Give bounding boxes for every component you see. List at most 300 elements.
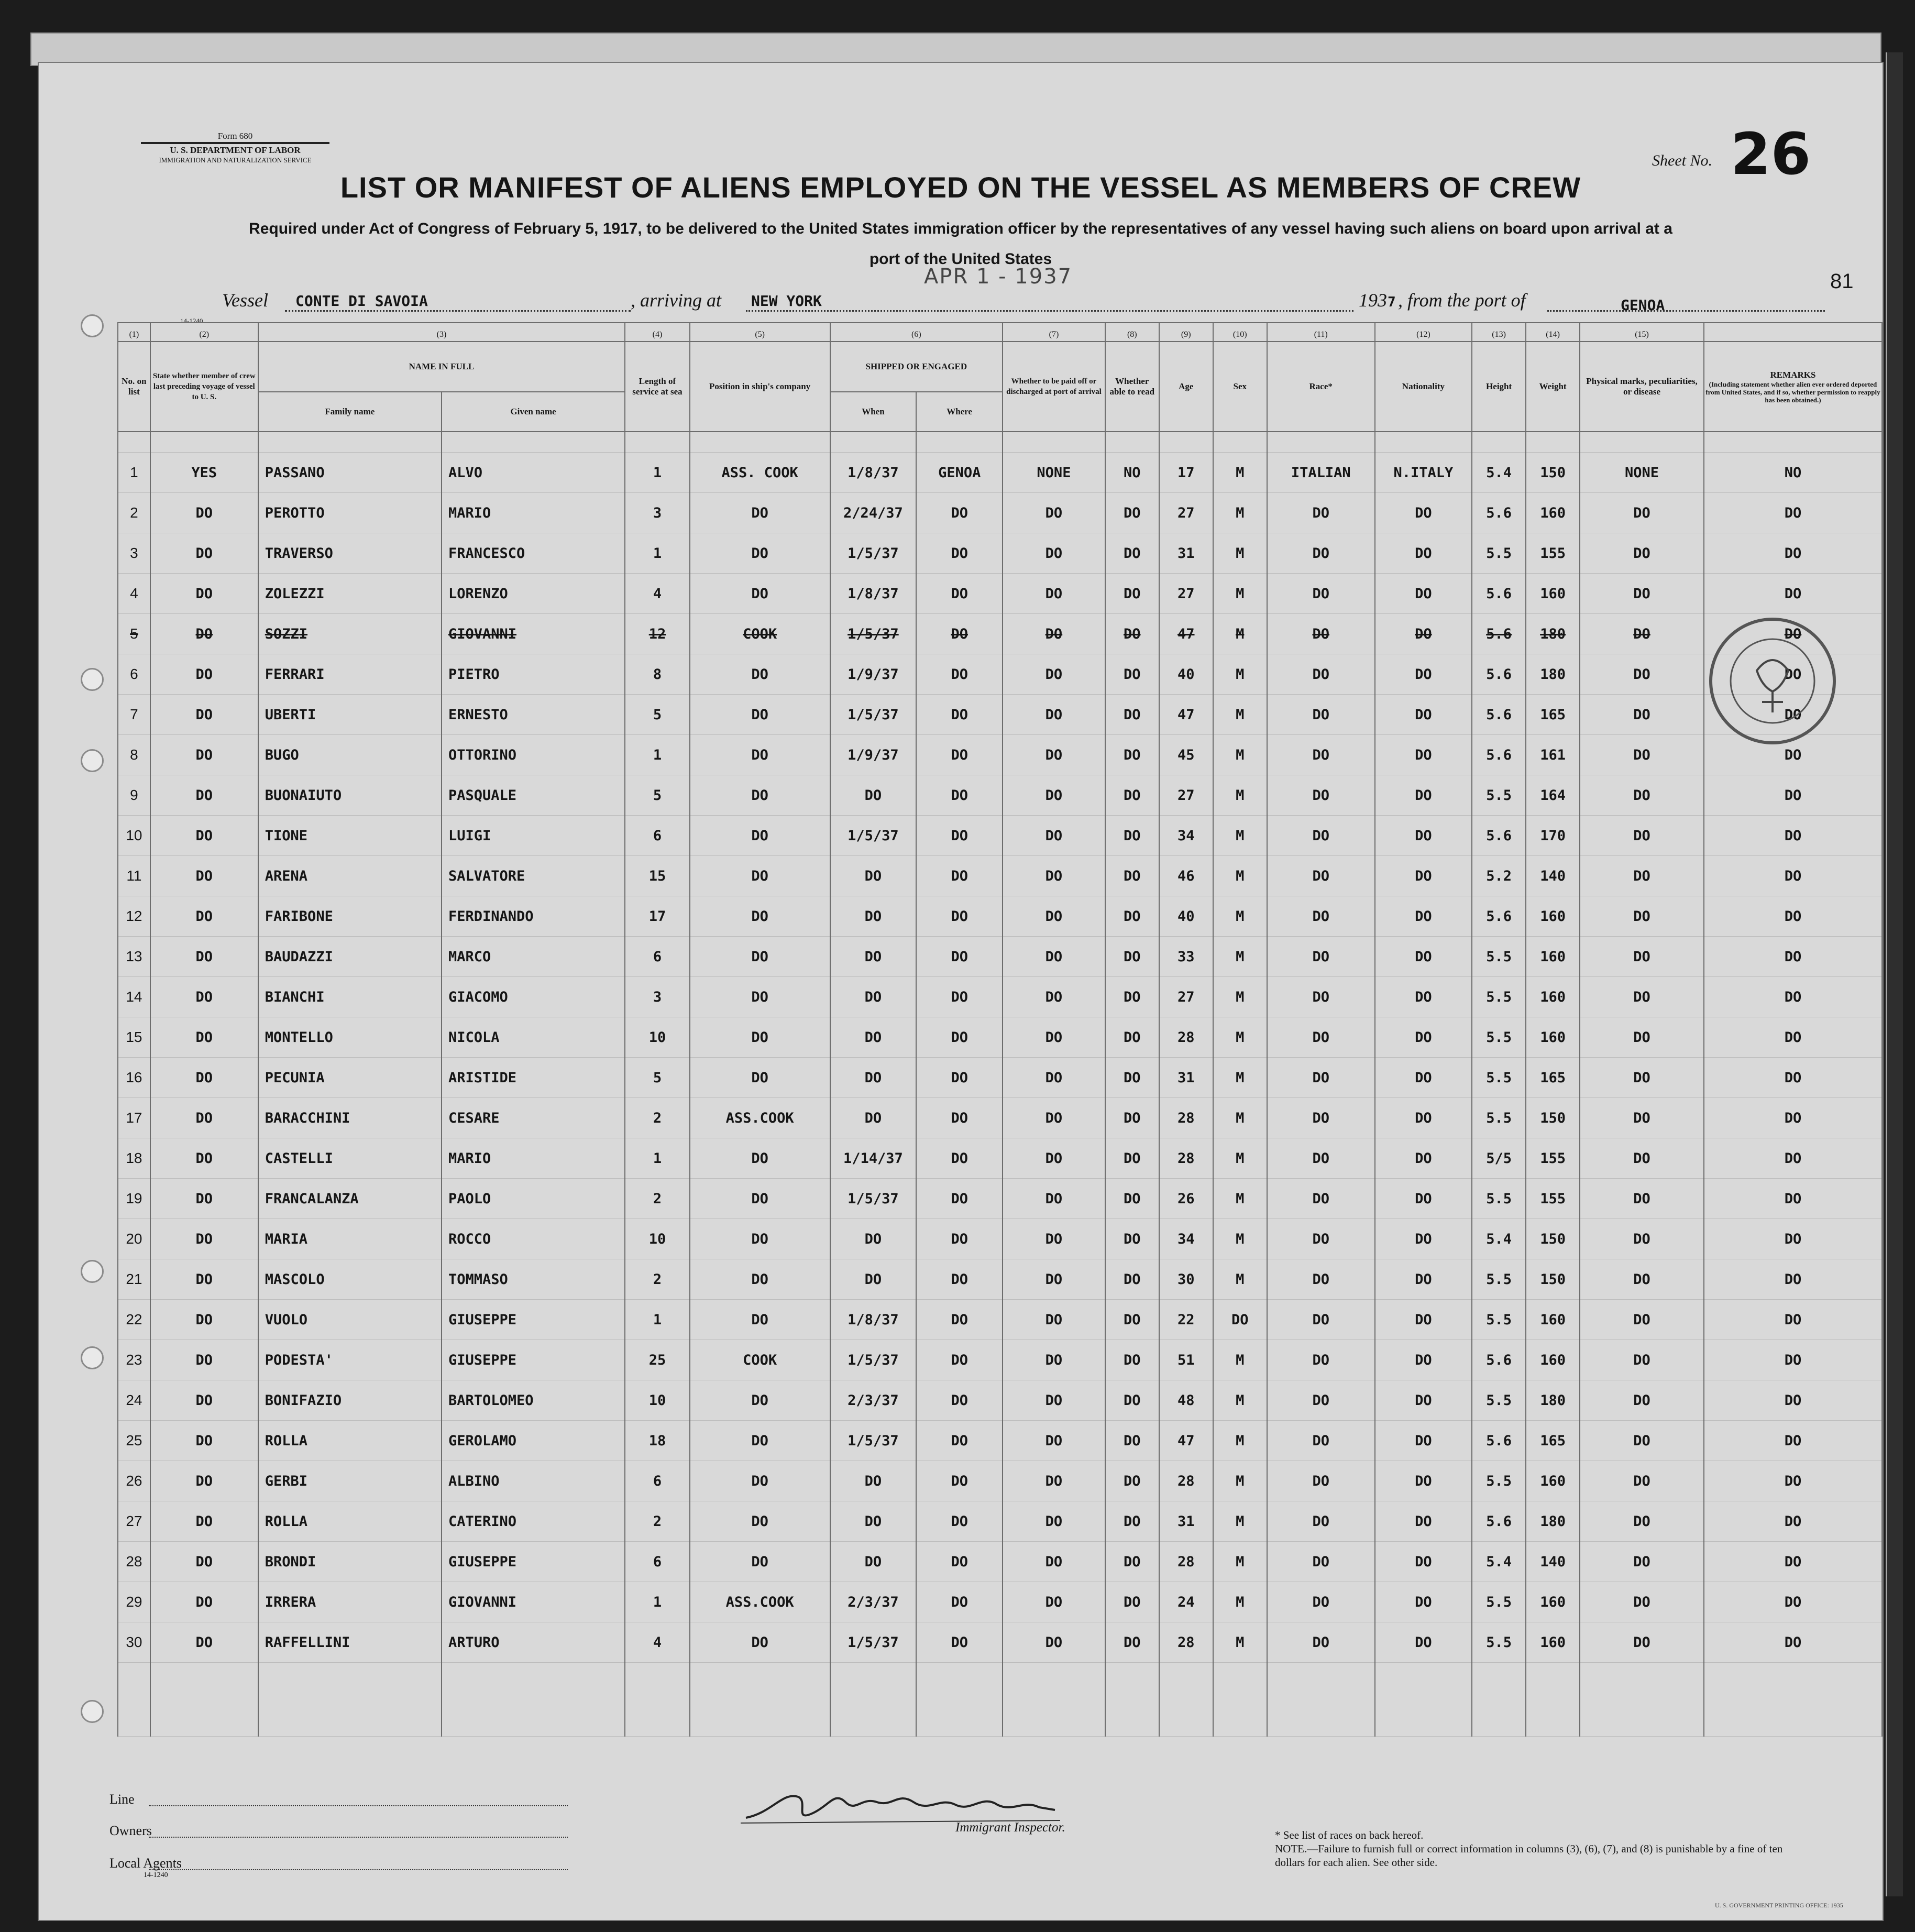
weight-cell: 160	[1526, 1582, 1580, 1622]
nationality-cell: DO	[1375, 533, 1472, 574]
weight-cell: 161	[1526, 735, 1580, 775]
col-num: (3)	[258, 323, 625, 342]
race-cell: DO	[1267, 1058, 1375, 1098]
weight-cell: 140	[1526, 856, 1580, 896]
previous-voyage-cell: DO	[150, 1058, 258, 1098]
table-row	[118, 1098, 1882, 1138]
engaged-where-cell: DO	[916, 1017, 1003, 1058]
line-number: 12	[118, 896, 150, 937]
spacer-cell	[1704, 432, 1882, 453]
family-name-cell: TRAVERSO	[258, 533, 442, 574]
service-length-cell: 4	[625, 574, 690, 614]
service-length-cell: 6	[625, 937, 690, 977]
engaged-when-cell: DO	[830, 1017, 917, 1058]
remarks-cell: DO	[1704, 1380, 1882, 1421]
race-note: * See list of races on back hereof.	[1275, 1829, 1424, 1841]
table-row	[118, 654, 1882, 695]
service-length-cell: 6	[625, 1542, 690, 1582]
family-name-cell: BARACCHINI	[258, 1098, 442, 1138]
line-number: 6	[118, 654, 150, 695]
service-length-cell: 5	[625, 695, 690, 735]
height-cell: 5.5	[1472, 1179, 1526, 1219]
previous-voyage-cell: DO	[150, 1219, 258, 1259]
previous-voyage-cell: DO	[150, 1582, 258, 1622]
age-cell: 45	[1159, 735, 1213, 775]
sex-cell: M	[1213, 1421, 1267, 1461]
table-row	[118, 695, 1882, 735]
from-port-underline	[1547, 310, 1825, 312]
nationality-cell: N.ITALY	[1375, 453, 1472, 493]
paid-off-cell: DO	[1003, 1622, 1105, 1663]
age-cell: 28	[1159, 1138, 1213, 1179]
age-cell: 28	[1159, 1622, 1213, 1663]
physical-marks-cell: DO	[1580, 533, 1704, 574]
line-number: 11	[118, 856, 150, 896]
engaged-when-cell: DO	[830, 1461, 917, 1501]
engaged-where-cell: DO	[916, 614, 1003, 654]
paid-off-cell: DO	[1003, 775, 1105, 816]
filler-cell	[1472, 1663, 1526, 1737]
table-row	[118, 1501, 1882, 1542]
sex-cell: M	[1213, 1542, 1267, 1582]
age-cell: 31	[1159, 1058, 1213, 1098]
paper-edge-top	[30, 32, 1881, 66]
previous-voyage-cell: DO	[150, 614, 258, 654]
service-length-cell: 3	[625, 493, 690, 533]
col-num: (9)	[1159, 323, 1213, 342]
given-name-cell: ALBINO	[442, 1461, 625, 1501]
race-cell: DO	[1267, 493, 1375, 533]
family-name-cell: MONTELLO	[258, 1017, 442, 1058]
weight-cell: 150	[1526, 1219, 1580, 1259]
physical-marks-cell: DO	[1580, 1179, 1704, 1219]
position-cell: COOK	[690, 1340, 830, 1380]
engaged-when-cell: 1/5/37	[830, 1421, 917, 1461]
line-number: 23	[118, 1340, 150, 1380]
engaged-when-cell: DO	[830, 1098, 917, 1138]
paid-off-cell: DO	[1003, 1259, 1105, 1300]
service-length-cell: 6	[625, 816, 690, 856]
engaged-when-cell: 1/5/37	[830, 1179, 917, 1219]
age-cell: 47	[1159, 614, 1213, 654]
header-name-in-full: NAME IN FULL	[258, 342, 625, 392]
engaged-where-cell: DO	[916, 1300, 1003, 1340]
line-underline	[149, 1805, 568, 1806]
height-cell: 5.2	[1472, 856, 1526, 896]
service-length-cell: 2	[625, 1098, 690, 1138]
nationality-cell: DO	[1375, 1259, 1472, 1300]
col-num: (1)	[118, 323, 150, 342]
given-name-cell: NICOLA	[442, 1017, 625, 1058]
engaged-where-cell: DO	[916, 977, 1003, 1017]
able-to-read-cell: DO	[1105, 574, 1159, 614]
arriving-label: , arriving at	[631, 290, 722, 311]
table-row	[118, 1017, 1882, 1058]
family-name-cell: ZOLEZZI	[258, 574, 442, 614]
weight-cell: 180	[1526, 1501, 1580, 1542]
nationality-cell: DO	[1375, 654, 1472, 695]
able-to-read-cell: DO	[1105, 533, 1159, 574]
spacer-cell	[1526, 432, 1580, 453]
filler-cell	[1267, 1663, 1375, 1737]
weight-cell: 160	[1526, 1017, 1580, 1058]
table-row	[118, 977, 1882, 1017]
race-cell: DO	[1267, 896, 1375, 937]
given-name-cell: FERDINANDO	[442, 896, 625, 937]
race-cell: DO	[1267, 614, 1375, 654]
corner-number: 81	[1830, 270, 1854, 293]
position-cell: DO	[690, 1017, 830, 1058]
position-cell: DO	[690, 1421, 830, 1461]
owners-label: Owners	[109, 1823, 152, 1838]
engaged-where-cell: GENOA	[916, 453, 1003, 493]
height-cell: 5.5	[1472, 1058, 1526, 1098]
line-number: 16	[118, 1058, 150, 1098]
col-num: (14)	[1526, 323, 1580, 342]
able-to-read-cell: DO	[1105, 775, 1159, 816]
port-underline	[746, 310, 1353, 312]
paid-off-cell: DO	[1003, 493, 1105, 533]
position-cell: DO	[690, 1138, 830, 1179]
table-row	[118, 533, 1882, 574]
paid-off-cell: DO	[1003, 896, 1105, 937]
engaged-where-cell: DO	[916, 1380, 1003, 1421]
able-to-read-cell: DO	[1105, 816, 1159, 856]
race-cell: DO	[1267, 775, 1375, 816]
height-cell: 5.6	[1472, 1501, 1526, 1542]
age-cell: 28	[1159, 1461, 1213, 1501]
position-cell: DO	[690, 654, 830, 695]
line-number: 8	[118, 735, 150, 775]
paid-off-cell: NONE	[1003, 453, 1105, 493]
previous-voyage-cell: DO	[150, 1421, 258, 1461]
engaged-where-cell: DO	[916, 1219, 1003, 1259]
nationality-cell: DO	[1375, 856, 1472, 896]
race-cell: DO	[1267, 1421, 1375, 1461]
header-length-of-service: Length of service at sea	[625, 342, 690, 432]
engaged-where-cell: DO	[916, 493, 1003, 533]
sex-cell: M	[1213, 1098, 1267, 1138]
weight-cell: 160	[1526, 574, 1580, 614]
able-to-read-cell: DO	[1105, 1138, 1159, 1179]
service-length-cell: 2	[625, 1501, 690, 1542]
age-cell: 34	[1159, 1219, 1213, 1259]
weight-cell: 165	[1526, 1421, 1580, 1461]
height-cell: 5.6	[1472, 493, 1526, 533]
given-name-cell: GEROLAMO	[442, 1421, 625, 1461]
previous-voyage-cell: DO	[150, 1017, 258, 1058]
paid-off-cell: DO	[1003, 574, 1105, 614]
able-to-read-cell: DO	[1105, 1058, 1159, 1098]
age-cell: 33	[1159, 937, 1213, 977]
service-length-cell: 4	[625, 1622, 690, 1663]
filler-cell	[830, 1663, 917, 1737]
engaged-where-cell: DO	[916, 1582, 1003, 1622]
race-cell: DO	[1267, 1138, 1375, 1179]
engaged-when-cell: 1/5/37	[830, 695, 917, 735]
race-cell: DO	[1267, 1622, 1375, 1663]
filler-cell	[1105, 1663, 1159, 1737]
age-cell: 40	[1159, 896, 1213, 937]
engaged-when-cell: 1/5/37	[830, 1340, 917, 1380]
spacer-cell	[916, 432, 1003, 453]
given-name-cell: MARIO	[442, 1138, 625, 1179]
engaged-when-cell: 2/24/37	[830, 493, 917, 533]
engaged-where-cell: DO	[916, 533, 1003, 574]
position-cell: COOK	[690, 614, 830, 654]
filler-cell	[150, 1663, 258, 1737]
col-num: (15)	[1580, 323, 1704, 342]
header-where: Where	[916, 392, 1003, 432]
physical-marks-cell: DO	[1580, 1461, 1704, 1501]
family-name-cell: BUONAIUTO	[258, 775, 442, 816]
physical-marks-cell: DO	[1580, 1340, 1704, 1380]
remarks-title: REMARKS	[1770, 369, 1816, 380]
nationality-cell: DO	[1375, 1582, 1472, 1622]
age-cell: 28	[1159, 1098, 1213, 1138]
sex-cell: M	[1213, 775, 1267, 816]
sex-cell: M	[1213, 1179, 1267, 1219]
weight-cell: 150	[1526, 453, 1580, 493]
engaged-where-cell: DO	[916, 816, 1003, 856]
physical-marks-cell: DO	[1580, 856, 1704, 896]
header-previous-voyage: State whether member of crew last preceding voyage of vessel to U. S.	[150, 342, 258, 432]
family-name-cell: ROLLA	[258, 1501, 442, 1542]
paid-off-cell: DO	[1003, 1300, 1105, 1340]
able-to-read-cell: DO	[1105, 1219, 1159, 1259]
race-cell: DO	[1267, 1219, 1375, 1259]
arrival-port: NEW YORK	[751, 292, 822, 310]
given-name-cell: BARTOLOMEO	[442, 1380, 625, 1421]
physical-marks-cell: DO	[1580, 1219, 1704, 1259]
service-length-cell: 5	[625, 775, 690, 816]
family-name-cell: FRANCALANZA	[258, 1179, 442, 1219]
service-length-cell: 17	[625, 896, 690, 937]
engaged-where-cell: DO	[916, 1622, 1003, 1663]
height-cell: 5.5	[1472, 1582, 1526, 1622]
col-num: (10)	[1213, 323, 1267, 342]
fine-note	[1275, 1842, 1799, 1869]
sex-cell: M	[1213, 1219, 1267, 1259]
binder-hole-icon	[81, 668, 104, 691]
height-cell: 5.5	[1472, 533, 1526, 574]
remarks-cell: DO	[1704, 533, 1882, 574]
race-cell: DO	[1267, 654, 1375, 695]
paid-off-cell: DO	[1003, 1017, 1105, 1058]
position-cell: DO	[690, 1058, 830, 1098]
manifest-footer	[39, 1771, 1883, 1917]
given-name-cell: ROCCO	[442, 1219, 625, 1259]
weight-cell: 155	[1526, 1138, 1580, 1179]
given-name-cell: LUIGI	[442, 816, 625, 856]
previous-voyage-cell: DO	[150, 1179, 258, 1219]
line-number: 18	[118, 1138, 150, 1179]
height-cell: 5.6	[1472, 695, 1526, 735]
sex-cell: M	[1213, 1582, 1267, 1622]
line-number: 28	[118, 1542, 150, 1582]
race-cell: DO	[1267, 856, 1375, 896]
family-name-cell: BRONDI	[258, 1542, 442, 1582]
age-cell: 47	[1159, 695, 1213, 735]
position-cell: DO	[690, 816, 830, 856]
able-to-read-cell: DO	[1105, 1098, 1159, 1138]
nationality-cell: DO	[1375, 775, 1472, 816]
table-filler-row	[118, 1663, 1882, 1737]
nationality-cell: DO	[1375, 1421, 1472, 1461]
service-length-cell: 3	[625, 977, 690, 1017]
engaged-when-cell: 2/3/37	[830, 1582, 917, 1622]
remarks-cell: DO	[1704, 1622, 1882, 1663]
header-no-on-list: No. on list	[118, 342, 150, 432]
height-cell: 5.6	[1472, 654, 1526, 695]
header-position: Position in ship's company	[690, 342, 830, 432]
header-age: Age	[1159, 342, 1213, 432]
local-agents-underline	[149, 1869, 568, 1870]
position-cell: DO	[690, 1622, 830, 1663]
race-cell: DO	[1267, 937, 1375, 977]
remarks-cell: DO	[1704, 1582, 1882, 1622]
physical-marks-cell: DO	[1580, 1259, 1704, 1300]
header-row	[118, 342, 1882, 392]
col-num: (7)	[1003, 323, 1105, 342]
engaged-where-cell: DO	[916, 1179, 1003, 1219]
height-cell: 5.5	[1472, 1098, 1526, 1138]
physical-marks-cell: DO	[1580, 977, 1704, 1017]
filler-cell	[118, 1663, 150, 1737]
previous-voyage-cell: DO	[150, 856, 258, 896]
paid-off-cell: DO	[1003, 1340, 1105, 1380]
form-number: Form 680	[217, 131, 253, 141]
nationality-cell: DO	[1375, 1300, 1472, 1340]
age-cell: 28	[1159, 1017, 1213, 1058]
nationality-cell: DO	[1375, 695, 1472, 735]
engaged-where-cell: DO	[916, 735, 1003, 775]
table-row	[118, 1582, 1882, 1622]
service-length-cell: 6	[625, 1461, 690, 1501]
able-to-read-cell: DO	[1105, 1259, 1159, 1300]
position-cell: DO	[690, 735, 830, 775]
family-name-cell: BONIFAZIO	[258, 1380, 442, 1421]
family-name-cell: RAFFELLINI	[258, 1622, 442, 1663]
filler-cell	[1375, 1663, 1472, 1737]
table-row	[118, 574, 1882, 614]
height-cell: 5.5	[1472, 1300, 1526, 1340]
able-to-read-cell: DO	[1105, 1380, 1159, 1421]
filler-cell	[442, 1663, 625, 1737]
remarks-cell: DO	[1704, 695, 1882, 735]
engaged-where-cell: DO	[916, 1501, 1003, 1542]
family-name-cell: PASSANO	[258, 453, 442, 493]
filler-cell	[1704, 1663, 1882, 1737]
service-length-cell: 2	[625, 1259, 690, 1300]
line-number: 26	[118, 1461, 150, 1501]
remarks-cell: DO	[1704, 614, 1882, 654]
sex-cell: M	[1213, 654, 1267, 695]
service-length-cell: 1	[625, 735, 690, 775]
printer-imprint: U. S. GOVERNMENT PRINTING OFFICE: 1935	[1715, 1902, 1843, 1909]
sex-cell: DO	[1213, 1300, 1267, 1340]
position-cell: DO	[690, 533, 830, 574]
height-cell: 5.5	[1472, 1622, 1526, 1663]
nationality-cell: DO	[1375, 1340, 1472, 1380]
previous-voyage-cell: DO	[150, 896, 258, 937]
physical-marks-cell: DO	[1580, 1542, 1704, 1582]
position-cell: DO	[690, 574, 830, 614]
remarks-cell: NO	[1704, 453, 1882, 493]
engaged-where-cell: DO	[916, 1340, 1003, 1380]
given-name-cell: ARTURO	[442, 1622, 625, 1663]
engaged-when-cell: 1/8/37	[830, 453, 917, 493]
form-code: 14-1240	[180, 317, 203, 325]
filler-cell	[1159, 1663, 1213, 1737]
engaged-when-cell: 1/5/37	[830, 816, 917, 856]
height-cell: 5.5	[1472, 1461, 1526, 1501]
table-row	[118, 1622, 1882, 1663]
height-cell: 5.5	[1472, 1259, 1526, 1300]
service-length-cell: 1	[625, 533, 690, 574]
weight-cell: 180	[1526, 614, 1580, 654]
filler-cell	[1003, 1663, 1105, 1737]
position-cell: ASS. COOK	[690, 453, 830, 493]
physical-marks-cell: DO	[1580, 654, 1704, 695]
position-cell: DO	[690, 1380, 830, 1421]
remarks-cell: DO	[1704, 735, 1882, 775]
height-cell: 5.4	[1472, 453, 1526, 493]
filler-cell	[1213, 1663, 1267, 1737]
physical-marks-cell: DO	[1580, 1501, 1704, 1542]
remarks-cell: DO	[1704, 493, 1882, 533]
position-cell: DO	[690, 856, 830, 896]
paid-off-cell: DO	[1003, 856, 1105, 896]
header-able-to-read: Whether able to read	[1105, 342, 1159, 432]
family-name-cell: SOZZI	[258, 614, 442, 654]
header-shipped-or-engaged: SHIPPED OR ENGAGED	[830, 342, 1003, 392]
line-number: 17	[118, 1098, 150, 1138]
sex-cell: M	[1213, 1259, 1267, 1300]
position-cell: DO	[690, 937, 830, 977]
spacer-cell	[442, 432, 625, 453]
height-cell: 5.4	[1472, 1542, 1526, 1582]
physical-marks-cell: DO	[1580, 1421, 1704, 1461]
height-cell: 5.5	[1472, 977, 1526, 1017]
race-cell: DO	[1267, 1017, 1375, 1058]
table-row	[118, 896, 1882, 937]
family-name-cell: IRRERA	[258, 1582, 442, 1622]
departure-port: GENOA	[1621, 297, 1665, 314]
table-row	[118, 493, 1882, 533]
paid-off-cell: DO	[1003, 1098, 1105, 1138]
engaged-when-cell: 1/9/37	[830, 654, 917, 695]
weight-cell: 170	[1526, 816, 1580, 856]
height-cell: 5.5	[1472, 775, 1526, 816]
engaged-when-cell: 1/5/37	[830, 614, 917, 654]
physical-marks-cell: DO	[1580, 1017, 1704, 1058]
position-cell: DO	[690, 1179, 830, 1219]
able-to-read-cell: DO	[1105, 1461, 1159, 1501]
age-cell: 31	[1159, 1501, 1213, 1542]
manifest-sheet	[38, 62, 1884, 1921]
age-cell: 27	[1159, 775, 1213, 816]
able-to-read-cell: DO	[1105, 896, 1159, 937]
table-row	[118, 1380, 1882, 1421]
nationality-cell: DO	[1375, 735, 1472, 775]
position-cell: DO	[690, 1259, 830, 1300]
weight-cell: 160	[1526, 1461, 1580, 1501]
weight-cell: 160	[1526, 1622, 1580, 1663]
nationality-cell: DO	[1375, 1219, 1472, 1259]
family-name-cell: ARENA	[258, 856, 442, 896]
table-row	[118, 816, 1882, 856]
